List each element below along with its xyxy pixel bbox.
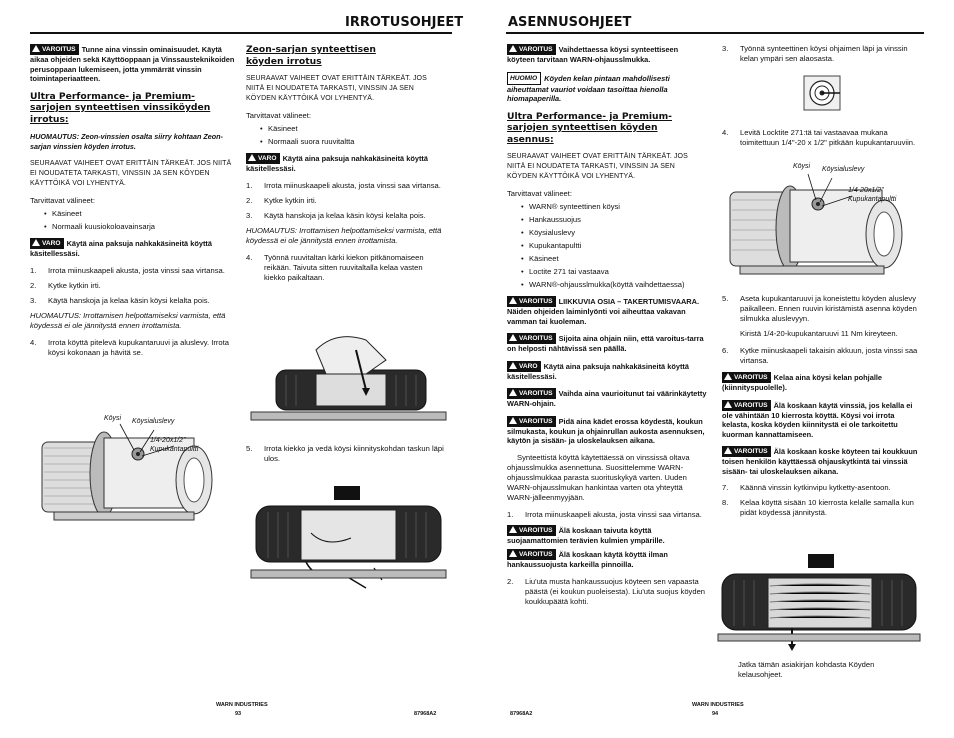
right-col-2-top	[722, 44, 922, 69]
tools-label: Tarvittavat välineet:	[30, 196, 95, 205]
left-col-2-step5	[246, 444, 446, 469]
warning-triangle-icon	[509, 297, 517, 304]
warning-badge: VAROITUS	[30, 44, 79, 55]
tool-item: • WARN® synteettinen köysi	[521, 202, 620, 211]
warning: VAROITUS Vaihda aina vaurioitunut tai väärinkäytetty WARN-ohjain.	[507, 389, 707, 408]
tool-item: • Kupukantapultti	[521, 241, 582, 250]
figure-label-screw: 1/4-20x1/2" Kupukantapultti	[848, 187, 897, 203]
section-subtitle: Ultra Performance- ja Premium-sarjojen synteettisen vinssiköyden irrotus:	[30, 90, 211, 125]
step: 4. Irrota köyttä pitelevä kupukantaruuvi ja aluslevy. Irrota köysi kokonaan ja hävitä se.	[30, 337, 229, 357]
warning-badge: VAROITUS	[507, 296, 556, 307]
steps-intro: SEURAAVAT VAIHEET OVAT ERITTÄIN TÄRKEÄT. JOS NIITÄ EI NOUDATETA TARKASTI, VINSSIN JA SEN KÖYDEN KÄYTTÖIKÄ VOI LYHENTYÄ.	[507, 153, 688, 180]
warning-triangle-icon	[32, 239, 40, 246]
tool-item: • Käsineet	[44, 209, 82, 218]
warning-triangle-icon	[724, 373, 732, 380]
warning: VAROITUS Sijoita aina ohjain niin, että varoitus-tarra on helposti nähtävissä sen päällä.	[507, 334, 704, 353]
footer-brand: WARN INDUSTRIES	[692, 702, 744, 708]
step: 5. Irrota kiekko ja vedä köysi kiinnityskohdan taskun läpi ulos.	[246, 444, 444, 463]
warning: VAROITUS Pidä aina kädet erossa köydestä, koukun silmukasta, koukun ja ohjainrullan aukosta asennuksen, käytön ja sisään- ja uloskelauksen aikana.	[507, 416, 705, 445]
caution: VARO Käytä aina paksuja nahkakäsineitä köyttä käsitellessäsi.	[30, 239, 212, 258]
warning-triangle-icon	[509, 417, 517, 424]
warning-badge: VAROITUS	[722, 400, 771, 411]
footer-doc-code: 87968A2	[414, 711, 437, 717]
tool-item: • Hankaussuojus	[521, 215, 581, 224]
note: HUOMAUTUS: Irrottamisen helpottamiseksi varmista, että köydessä ei ole jännitystä ennen irrottamista.	[30, 310, 226, 330]
left-col-2	[246, 44, 446, 288]
step: 2. Liu'uta musta hankaussuojus köyteen sen vapaasta päästä (ei koukun puoleisesta). Liu'uta suojus köyden koukkupäätä kohti.	[507, 576, 706, 606]
tool-item: • Normaali suora ruuvitaltta	[260, 137, 355, 146]
footer-page-number: 93	[235, 711, 242, 717]
warning-triangle-icon	[509, 389, 517, 396]
warning-triangle-icon	[509, 334, 517, 341]
zeon-winch-screwdriver-figure	[246, 330, 451, 435]
caution: VARO Käytä aina paksuja nahkakäsineitä köyttä käsitellessäsi.	[246, 154, 428, 173]
warning: VAROITUS Älä koskaan käytä vinssiä, jos kelalla ei ole vähintään 10 kierrosta köyttä. Köysi voi irrota kelasta, koska köyden kiinnitystä ei ole tarkoitettu kuorman kannattamiseen.	[722, 400, 913, 439]
tool-item: • Normaali kuusiokoloavainsarja	[44, 222, 155, 231]
warning-badge: VAROITUS	[507, 416, 556, 427]
warning-badge: VAROITUS	[507, 44, 556, 55]
step: 1. Irrota miinuskaapeli akusta, josta vinssi saa virtansa.	[30, 265, 225, 275]
warning-intro: VAROITUS Tunne aina vinssin ominaisuudet. Käytä aikaa ohjeiden sekä Käyttöoppaan ja Vinssausteknikoiden perusoppaan lukemiseen, jotta ymmärrät vinssin toimintaperiaatteen.	[30, 45, 235, 83]
warning-badge: VAROITUS	[507, 549, 556, 560]
left-page-title: IRROTUSOHJEET	[345, 15, 464, 30]
step: 4. Levitä Locktite 271:tä tai vastaavaa mukana toimitettuun 1/4"-20 x 1/2" pitkään kupukantaruuviin.	[722, 128, 916, 147]
warning-triangle-icon	[32, 45, 40, 52]
caution-badge: VARO	[507, 361, 541, 372]
right-page-title: ASENNUSOHJEET	[508, 15, 632, 30]
step: 8. Kelaa köyttä sisään 10 kierrosta kelalle samalla kun pidät köydessä jännitystä.	[722, 498, 914, 517]
figure-label-screw: 1/4-20x1/2" Kupukantapultti	[150, 437, 199, 453]
warning: VAROITUS LIIKKUVIA OSIA – TAKERTUMISVAARA. Näiden ohjeiden laiminlyönti voi aiheuttaa vakavan vamman tai kuoleman.	[507, 297, 700, 326]
step: 2. Kytke kytkin irti.	[30, 280, 101, 290]
torque-spec: Kiristä 1/4-20-kupukantaruuvi 11 Nm kireyteen.	[740, 329, 898, 338]
caution-badge: VARO	[30, 238, 64, 249]
warning-badge: VAROITUS	[507, 388, 556, 399]
figure-label-washer: Köysialuslevy	[822, 166, 865, 173]
warning: VAROITUS Kelaa aina köysi kelan pohjalle (kiinnityspuolelle).	[722, 373, 883, 392]
step: 3. Käytä hanskoja ja kelaa käsin köysi kelalta pois.	[30, 295, 210, 305]
winch-drum-figure	[34, 412, 234, 532]
left-col-1	[30, 44, 235, 363]
step: 5. Aseta kupukantaruuvi ja koneistettu köyden aluslevy paikalleen. Ennen ruuvin kiristämistä asenna köyden silmukka aluslevyyn.	[722, 294, 917, 323]
caution-badge: VARO	[246, 153, 280, 164]
notice-badge: HUOMIO	[507, 72, 541, 85]
right-col-2-mid	[722, 294, 922, 523]
tool-item: • Käsineet	[260, 124, 298, 133]
closing-text: Jatka tämän asiakirjan kohdasta Köyden kelausohjeet.	[738, 660, 875, 679]
warning-badge: VAROITUS	[722, 372, 771, 383]
warning-badge: VAROITUS	[507, 525, 556, 536]
step: 1. Irrota miinuskaapeli akusta, josta vinssi saa virtansa.	[246, 180, 441, 190]
zeon-winch-rope-removal-figure	[246, 478, 451, 590]
step: 2. Kytke kytkin irti.	[246, 195, 317, 205]
steps-intro: SEURAAVAT VAIHEET OVAT ERITTÄIN TÄRKEÄT. JOS NIITÄ EI NOUDATETA TARKASTI, VINSSIN JA SEN KÖYDEN KÄYTTÖIKÄ VOI LYHENTYÄ.	[30, 160, 232, 187]
tool-item: • Köysialuslevy	[521, 228, 576, 237]
winch-spooling-figure	[716, 548, 922, 652]
note: HUOMAUTUS: Irrottamisen helpottamiseksi varmista, että köydessä ei ole jännitystä ennen irrottamista.	[246, 225, 442, 245]
warning: VAROITUS Älä koskaan koske köyteen tai koukkuun toisen henkilön käyttäessä ohjauskytkintä tai vinssiä sisään- tai uloskelauksen aikana.	[722, 447, 918, 476]
step: 7. Käännä vinssin kytkinvipu kytketty-asentoon.	[722, 483, 891, 492]
warning: VARO Käytä aina paksuja nahkakäsineitä köyttä käsitellessäsi.	[507, 361, 689, 381]
right-col-2-closing	[738, 660, 918, 687]
warning-triangle-icon	[509, 526, 517, 533]
step: 1. Irrota miinuskaapeli akusta, josta vinssi saa virtansa.	[507, 509, 702, 519]
right-col-2-step4	[722, 128, 922, 153]
section-subtitle: Zeon-sarjan synteettisen köyden irrotus	[246, 44, 376, 67]
warning-badge: VAROITUS	[507, 333, 556, 344]
warning-triangle-icon	[509, 550, 517, 557]
footer-page-number: 94	[712, 711, 719, 717]
warning-triangle-icon	[509, 45, 517, 52]
warning-triangle-icon	[724, 447, 732, 454]
paragraph: Synteettistä köyttä käytettäessä on vinssissä oltava ohjausslmukka asennettuna. Suosittelemme WARN-ohjausslmukkaa parasta suorituskykyä varten. Uuden WARN-ohjausslmukan hankintaa varten ota yhteyttä WARN-jälleenmyyjään.	[507, 452, 690, 502]
warning: VAROITUS Vaihdettaessa köysi synteettiseen köyteen tarvitaan WARN-ohjausslmukka.	[507, 45, 679, 64]
step: 6. Kytke miinuskaapeli takaisin akkuun, josta vinssi saa virtansa.	[722, 346, 918, 365]
step: 4. Työnnä ruuvitaltan kärki kiekon pitkänomaiseen reikään. Taivuta sitten ruuvitaltalla kelaa vasten kiekko paikaltaan.	[246, 252, 424, 282]
figure-label-rope: Köysi	[104, 415, 122, 422]
tool-item: • Käsineet	[521, 254, 559, 263]
notice: HUOMIO Köyden kelan pintaan mahdollisesti aiheuttamat vauriot voidaan tasoittaa hienolla hiomapaperilla.	[507, 73, 670, 103]
step: 3. Käytä hanskoja ja kelaa käsin köysi kelalta pois.	[246, 210, 426, 220]
tool-item: • WARN®-ohjausslmukka(köyttä vaihdettaessa)	[521, 280, 685, 289]
section-subtitle: Ultra Performance- ja Premium-sarjojen synteettisen köyden asennus:	[507, 110, 672, 145]
warning-badge: VAROITUS	[722, 446, 771, 457]
tool-item: • Loctite 271 tai vastaava	[521, 267, 609, 276]
warning-triangle-icon	[509, 362, 517, 369]
footer-doc-code: 87968A2	[510, 711, 533, 717]
steps-intro: SEURAAVAT VAIHEET OVAT ERITTÄIN TÄRKEÄT. JOS NIITÄ EI NOUDATETA TARKASTI, VINSSIN JA SEN KÖYDEN KÄYTTÖIKÄ VOI LYHENTYÄ.	[246, 75, 427, 102]
tools-label: Tarvittavat välineet:	[246, 111, 311, 120]
figure-label-rope: Köysi	[793, 163, 811, 170]
tools-label: Tarvittavat välineet:	[507, 189, 572, 198]
right-header-rule	[506, 32, 924, 34]
step: 3. Työnnä synteettinen köysi ohjaimen läpi ja vinssin kelan ympäri sen alaosasta.	[722, 44, 908, 63]
footer-brand: WARN INDUSTRIES	[216, 702, 268, 708]
warning: VAROITUS Älä koskaan käytä köyttä ilman hankaussuojusta karkeilla pinnoilla.	[507, 550, 668, 569]
drum-end-figure	[800, 74, 844, 112]
right-col-1	[507, 44, 707, 612]
warning-triangle-icon	[724, 401, 732, 408]
figure-label-washer: Köysialuslevy	[132, 418, 175, 425]
left-header-rule	[30, 32, 452, 34]
note: HUOMAUTUS: Zeon-vinssien osalta siirry kohtaan Zeon-sarjan vinssien köyden irrotus.	[30, 132, 223, 151]
warning-triangle-icon	[248, 154, 256, 161]
warning: VAROITUS Älä koskaan taivuta köyttä suojaamattomien terävien kulmien ympärille.	[507, 525, 665, 545]
